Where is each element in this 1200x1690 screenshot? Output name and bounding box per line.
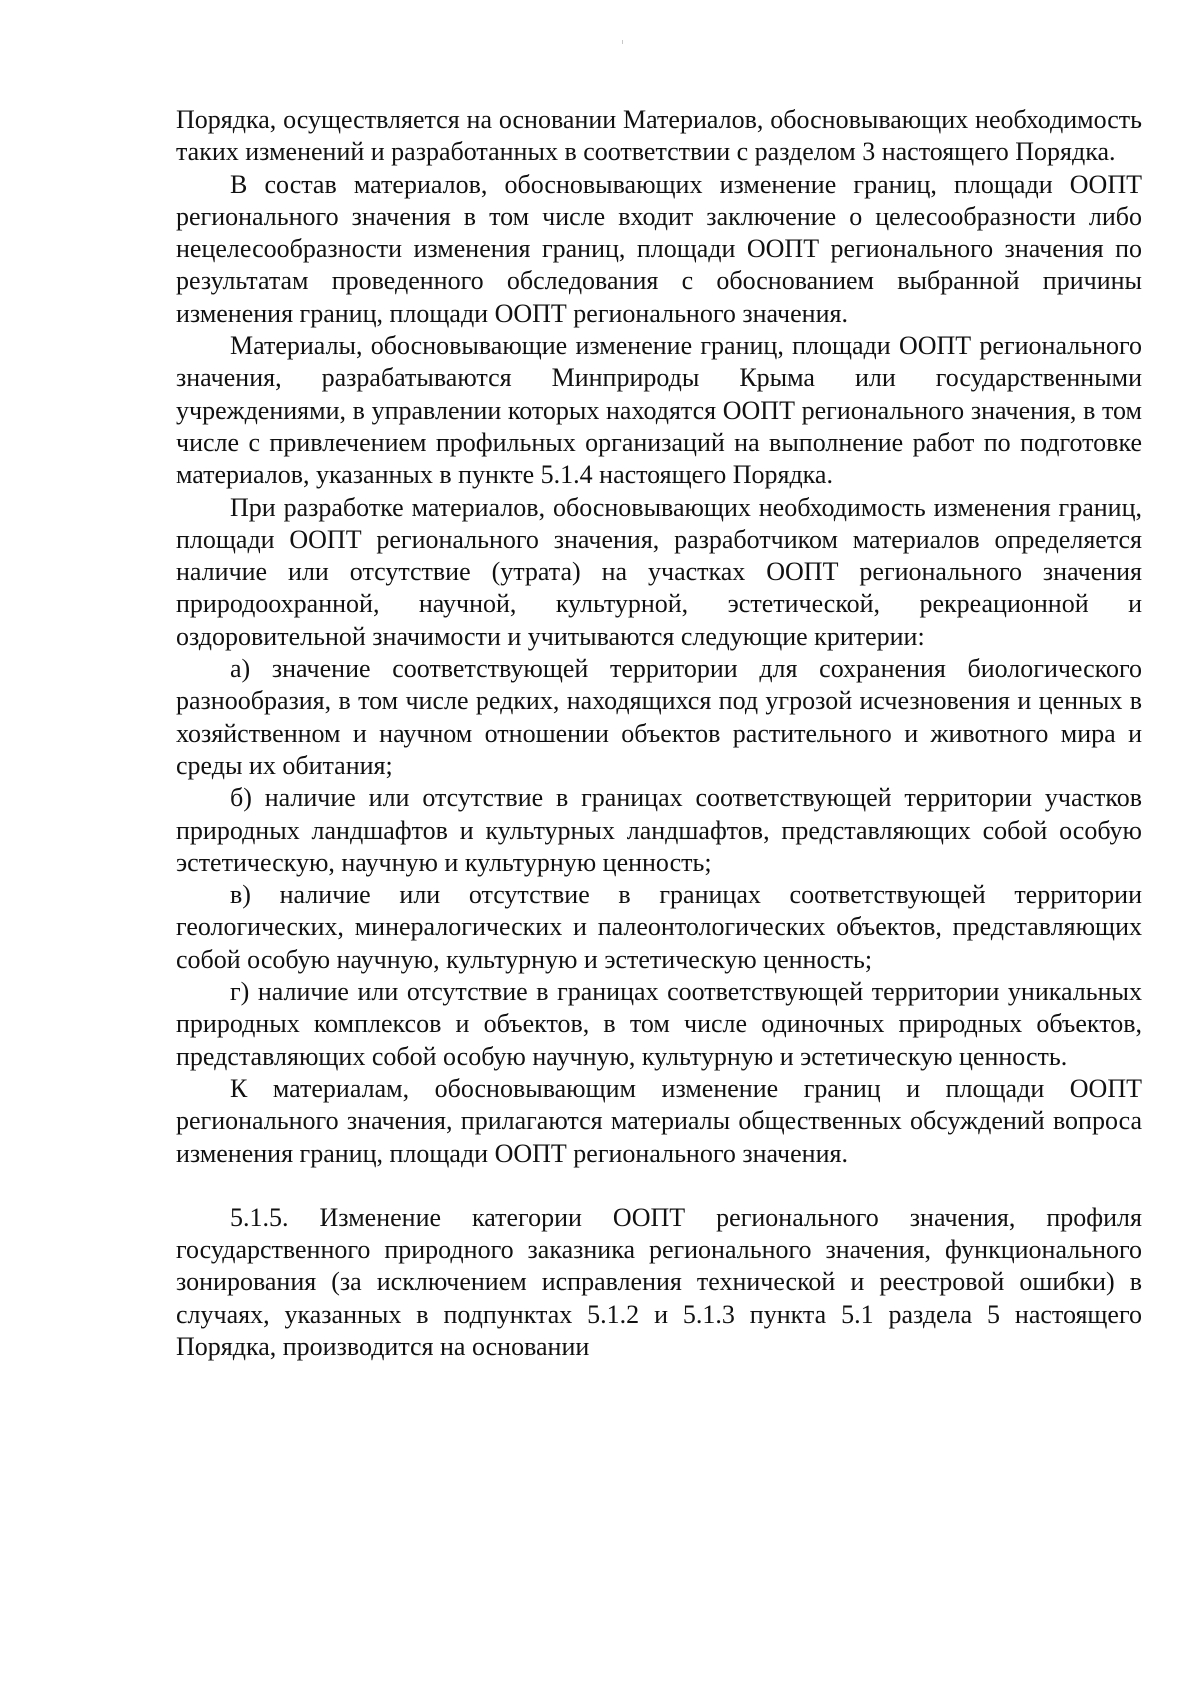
paragraph-criterion-b: б) наличие или отсутствие в границах соответствующей территории участков природных ландшафтов и культурных ландшафтов, представляющих собой особую эстетическую, научную и культурную ценность;	[176, 783, 1142, 877]
paragraph-criterion-v: в) наличие или отсутствие в границах соответствующей территории геологических, минералогических и палеонтологических объектов, представляющих собой особую научную, культурную и эстетическую ценность;	[176, 880, 1142, 974]
paragraph-criterion-g: г) наличие или отсутствие в границах соответствующей территории уникальных природных комплексов и объектов, в том числе одиночных природных объектов, представляющих собой особую научную, культурную и эстетическую ценность.	[176, 977, 1142, 1071]
paragraph-public-discussion: К материалам, обосновывающим изменение границ и площади ООПТ регионального значения, прилагаются материалы общественных обсуждений вопроса изменения границ, площади ООПТ регионального значения.	[176, 1073, 1142, 1168]
paragraph-composition: В состав материалов, обосновывающих изменение границ, площади ООПТ регионального значения в том числе входит заключение о целесообразности либо нецелесообразности изменения границ, площади ООПТ регионального значения по результатам проведенного обследования с обоснованием выбранной причины изменения границ, площади ООПТ регионального значения.	[176, 169, 1142, 328]
paragraph-criteria-intro: При разработке материалов, обосновывающих необходимость изменения границ, площади ООПТ регионального значения, разработчиком материалов определяется наличие или отсутствие (утрата) на участках ООПТ регионального значения природоохранной, научной, культурной, эстетической, рекреационной и оздоровительной значимости и учитываются следующие критерии:	[176, 492, 1142, 651]
paragraph-criterion-a: а) значение соответствующей территории для сохранения биологического разнообразия, в том числе редких, находящихся под угрозой исчезновения и ценных в хозяйственном и научном отношении объектов растительного и животного мира и среды их обитания;	[176, 654, 1142, 780]
paragraph-section-5-1-5: 5.1.5. Изменение категории ООПТ регионального значения, профиля государственного природного заказника регионального значения, функционального зонирования (за исключением исправления технической и реестровой ошибки) в случаях, указанных в подпунктах 5.1.2 и 5.1.3 пункта 5.1 раздела 5 настоящего Порядка, производится на основании	[176, 1202, 1142, 1361]
document-body	[176, 104, 1142, 1363]
paragraph-continuation: Порядка, осуществляется на основании Материалов, обосновывающих необходимость таких изменений и разработанных в соответствии с разделом 3 настоящего Порядка.	[176, 105, 1142, 167]
paragraph-materials-developers: Материалы, обосновывающие изменение границ, площади ООПТ регионального значения, разрабатываются Минприроды Крыма или государственными учреждениями, в управлении которых находятся ООПТ регионального значения, в том числе с привлечением профильных организаций на выполнение работ по подготовке материалов, указанных в пункте 5.1.4 настоящего Порядка.	[176, 331, 1142, 490]
scan-speck	[622, 40, 623, 44]
